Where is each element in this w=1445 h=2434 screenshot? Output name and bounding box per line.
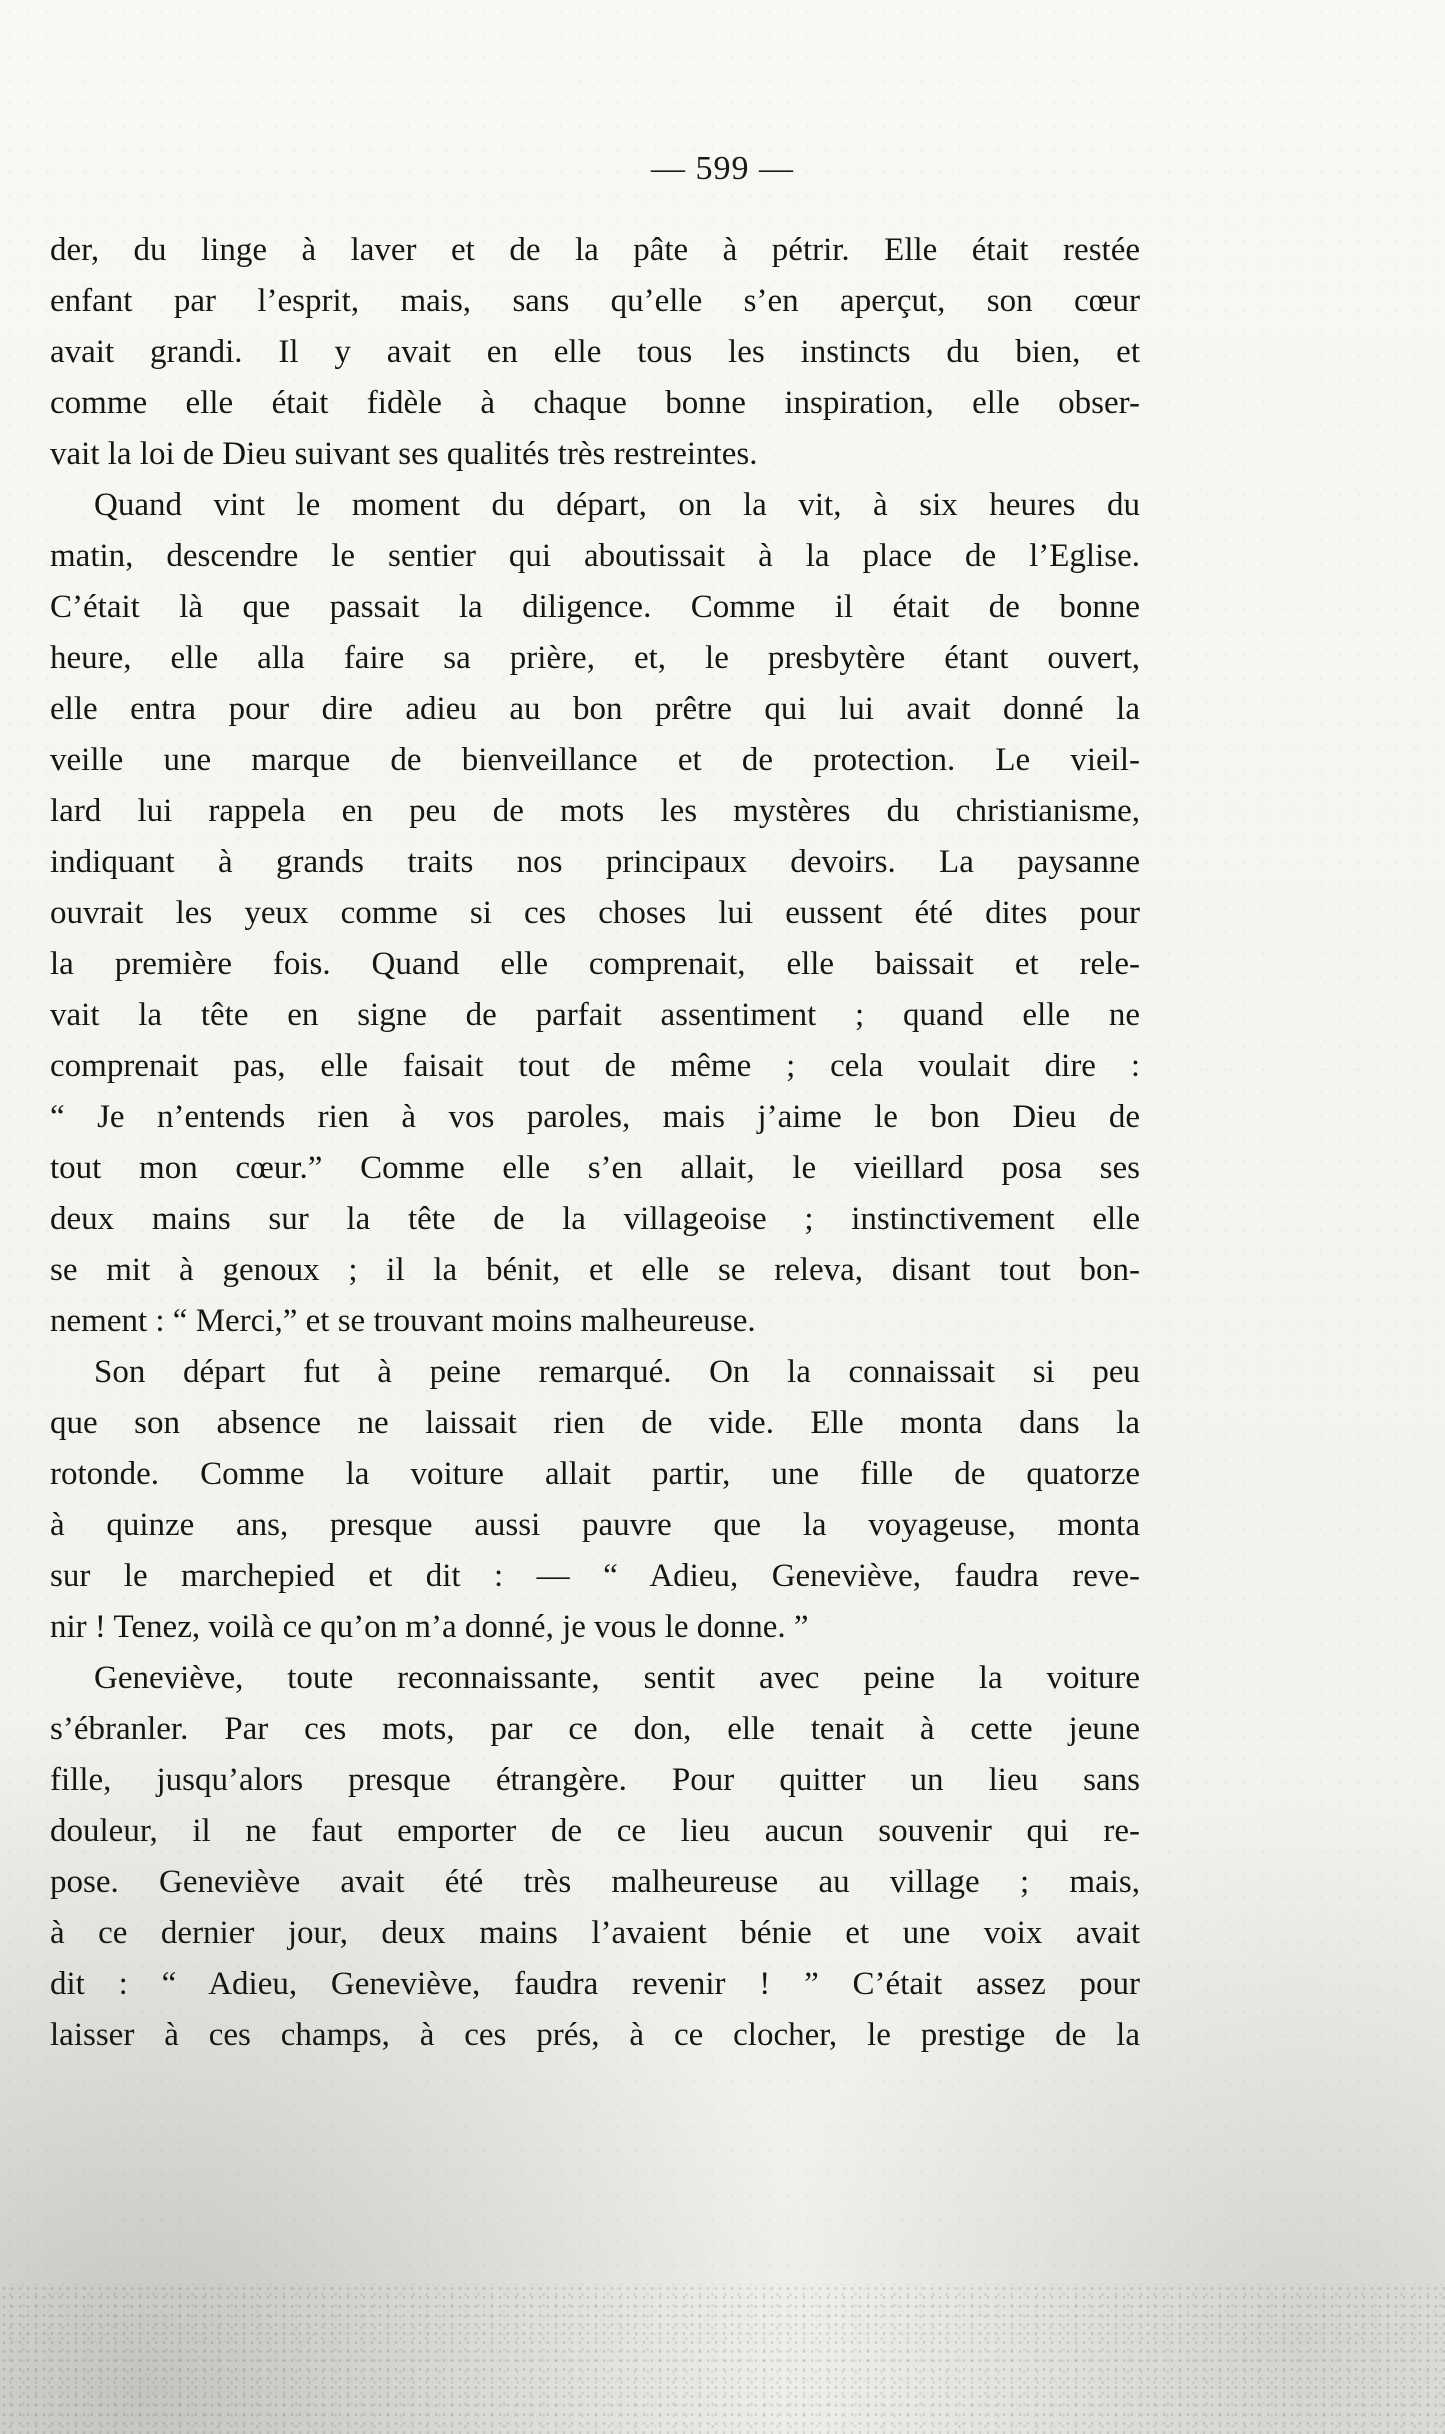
- text-line: comprenait pas, elle faisait tout de même ; cela voulait dire :: [50, 1048, 1140, 1084]
- text-line: à ce dernier jour, deux mains l’avaient bénie et une voix avait: [50, 1915, 1140, 1951]
- text-line: pose. Geneviève avait été très malheureuse au village ; mais,: [50, 1864, 1140, 1900]
- text-line: Son départ fut à peine remarqué. On la connaissait si peu: [94, 1354, 1140, 1390]
- text-line: Quand vint le moment du départ, on la vit, à six heures du: [94, 487, 1140, 523]
- text-line: Geneviève, toute reconnaissante, sentit avec peine la voiture: [94, 1660, 1140, 1696]
- text-line: “ Je n’entends rien à vos paroles, mais j’aime le bon Dieu de: [50, 1099, 1140, 1135]
- text-line: ouvrait les yeux comme si ces choses lui eussent été dites pour: [50, 895, 1140, 931]
- text-line: comme elle était fidèle à chaque bonne inspiration, elle obser-: [50, 385, 1140, 421]
- text-line: que son absence ne laissait rien de vide. Elle monta dans la: [50, 1405, 1140, 1441]
- bottom-scan-noise: [0, 2284, 1445, 2434]
- text-line: à quinze ans, presque aussi pauvre que la voyageuse, monta: [50, 1507, 1140, 1543]
- text-line: der, du linge à laver et de la pâte à pétrir. Elle était restée: [50, 232, 1140, 268]
- text-line: lard lui rappela en peu de mots les mystères du christianisme,: [50, 793, 1140, 829]
- text-line: dit : “ Adieu, Geneviève, faudra revenir ! ” C’était assez pour: [50, 1966, 1140, 2002]
- text-line: deux mains sur la tête de la villageoise ; instinctivement elle: [50, 1201, 1140, 1237]
- text-line: laisser à ces champs, à ces prés, à ce clocher, le prestige de la: [50, 2017, 1140, 2053]
- text-line: tout mon cœur.” Comme elle s’en allait, le vieillard posa ses: [50, 1150, 1140, 1186]
- text-line: nement : “ Merci,” et se trouvant moins malheureuse.: [50, 1303, 756, 1339]
- text-line: vait la loi de Dieu suivant ses qualités très restreintes.: [50, 436, 758, 472]
- text-line: veille une marque de bienveillance et de protection. Le vieil-: [50, 742, 1140, 778]
- body-text: [50, 225, 1140, 2061]
- text-line: s’ébranler. Par ces mots, par ce don, elle tenait à cette jeune: [50, 1711, 1140, 1747]
- text-line: C’était là que passait la diligence. Comme il était de bonne: [50, 589, 1140, 625]
- text-line: indiquant à grands traits nos principaux devoirs. La paysanne: [50, 844, 1140, 880]
- text-line: douleur, il ne faut emporter de ce lieu aucun souvenir qui re-: [50, 1813, 1140, 1849]
- text-line: elle entra pour dire adieu au bon prêtre qui lui avait donné la: [50, 691, 1140, 727]
- text-line: avait grandi. Il y avait en elle tous les instincts du bien, et: [50, 334, 1140, 370]
- text-line: nir ! Tenez, voilà ce qu’on m’a donné, je vous le donne. ”: [50, 1609, 809, 1645]
- text-line: heure, elle alla faire sa prière, et, le presbytère étant ouvert,: [50, 640, 1140, 676]
- page-number: — 599 —: [651, 150, 794, 187]
- text-line: enfant par l’esprit, mais, sans qu’elle s’en aperçut, son cœur: [50, 283, 1140, 319]
- text-line: fille, jusqu’alors presque étrangère. Pour quitter un lieu sans: [50, 1762, 1140, 1798]
- text-line: la première fois. Quand elle comprenait, elle baissait et rele-: [50, 946, 1140, 982]
- text-line: se mit à genoux ; il la bénit, et elle se releva, disant tout bon-: [50, 1252, 1140, 1288]
- text-line: vait la tête en signe de parfait assentiment ; quand elle ne: [50, 997, 1140, 1033]
- text-line: rotonde. Comme la voiture allait partir, une fille de quatorze: [50, 1456, 1140, 1492]
- text-line: sur le marchepied et dit : — “ Adieu, Geneviève, faudra reve-: [50, 1558, 1140, 1594]
- text-line: matin, descendre le sentier qui aboutissait à la place de l’Eglise.: [50, 538, 1140, 574]
